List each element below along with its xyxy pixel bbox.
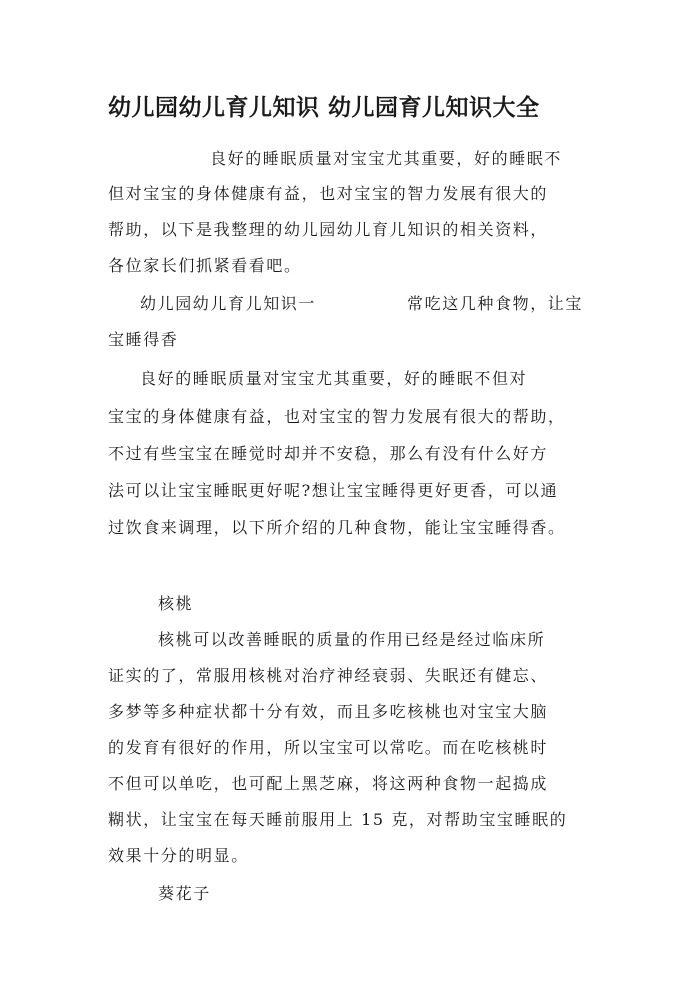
walnut-line: 不但可以单吃，也可配上黑芝麻，将这两种食物一起捣成 [108, 774, 549, 793]
intro-line: 良好的睡眠质量对宝宝尤其重要，好的睡眠不 [210, 149, 563, 168]
intro-line: 但对宝宝的身体健康有益，也对宝宝的智力发展有很大的 [108, 184, 549, 203]
body-line: 法可以让宝宝睡眠更好呢?想让宝宝睡得更好更香，可以通 [108, 481, 559, 500]
document-title: 幼儿园幼儿育儿知识 幼儿园育儿知识大全 [108, 95, 540, 121]
walnut-heading: 核桃 [158, 594, 194, 613]
walnut-line: 效果十分的明显。 [108, 846, 249, 865]
body-line: 过饮食来调理，以下所介绍的几种食物，能让宝宝睡得香。 [108, 518, 566, 537]
intro-line: 帮助，以下是我整理的幼儿园幼儿育儿知识的相关资料， [108, 220, 549, 239]
walnut-line: 证实的了，常服用核桃对治疗神经衰弱、失眠还有健忘、 [108, 666, 549, 685]
walnut-line: 糊状，让宝宝在每天睡前服用上 15 克，对帮助宝宝睡眠的 [108, 810, 568, 829]
walnut-line: 的发育有很好的作用，所以宝宝可以常吃。而在吃核桃时 [108, 738, 549, 757]
body-line: 宝宝的身体健康有益，也对宝宝的智力发展有很大的帮助， [108, 407, 566, 426]
section-heading-right: 常吃这几种食物，让宝 [407, 294, 584, 313]
walnut-line: 核桃可以改善睡眠的质量的作用已经是经过临床所 [158, 630, 546, 649]
body-line: 不过有些宝宝在睡觉时却并不安稳，那么有没有什么好方 [108, 444, 549, 463]
intro-line: 各位家长们抓紧看看吧。 [108, 256, 302, 275]
sunflower-heading: 葵花子 [158, 884, 211, 903]
body-line: 良好的睡眠质量对宝宝尤其重要，好的睡眠不但对 [140, 369, 528, 388]
section-heading-left: 幼儿园幼儿育儿知识一 [140, 294, 317, 313]
walnut-line: 多梦等多种症状都十分有效，而且多吃核桃也对宝宝大脑 [108, 702, 549, 721]
section-heading-cont: 宝睡得香 [108, 330, 179, 349]
